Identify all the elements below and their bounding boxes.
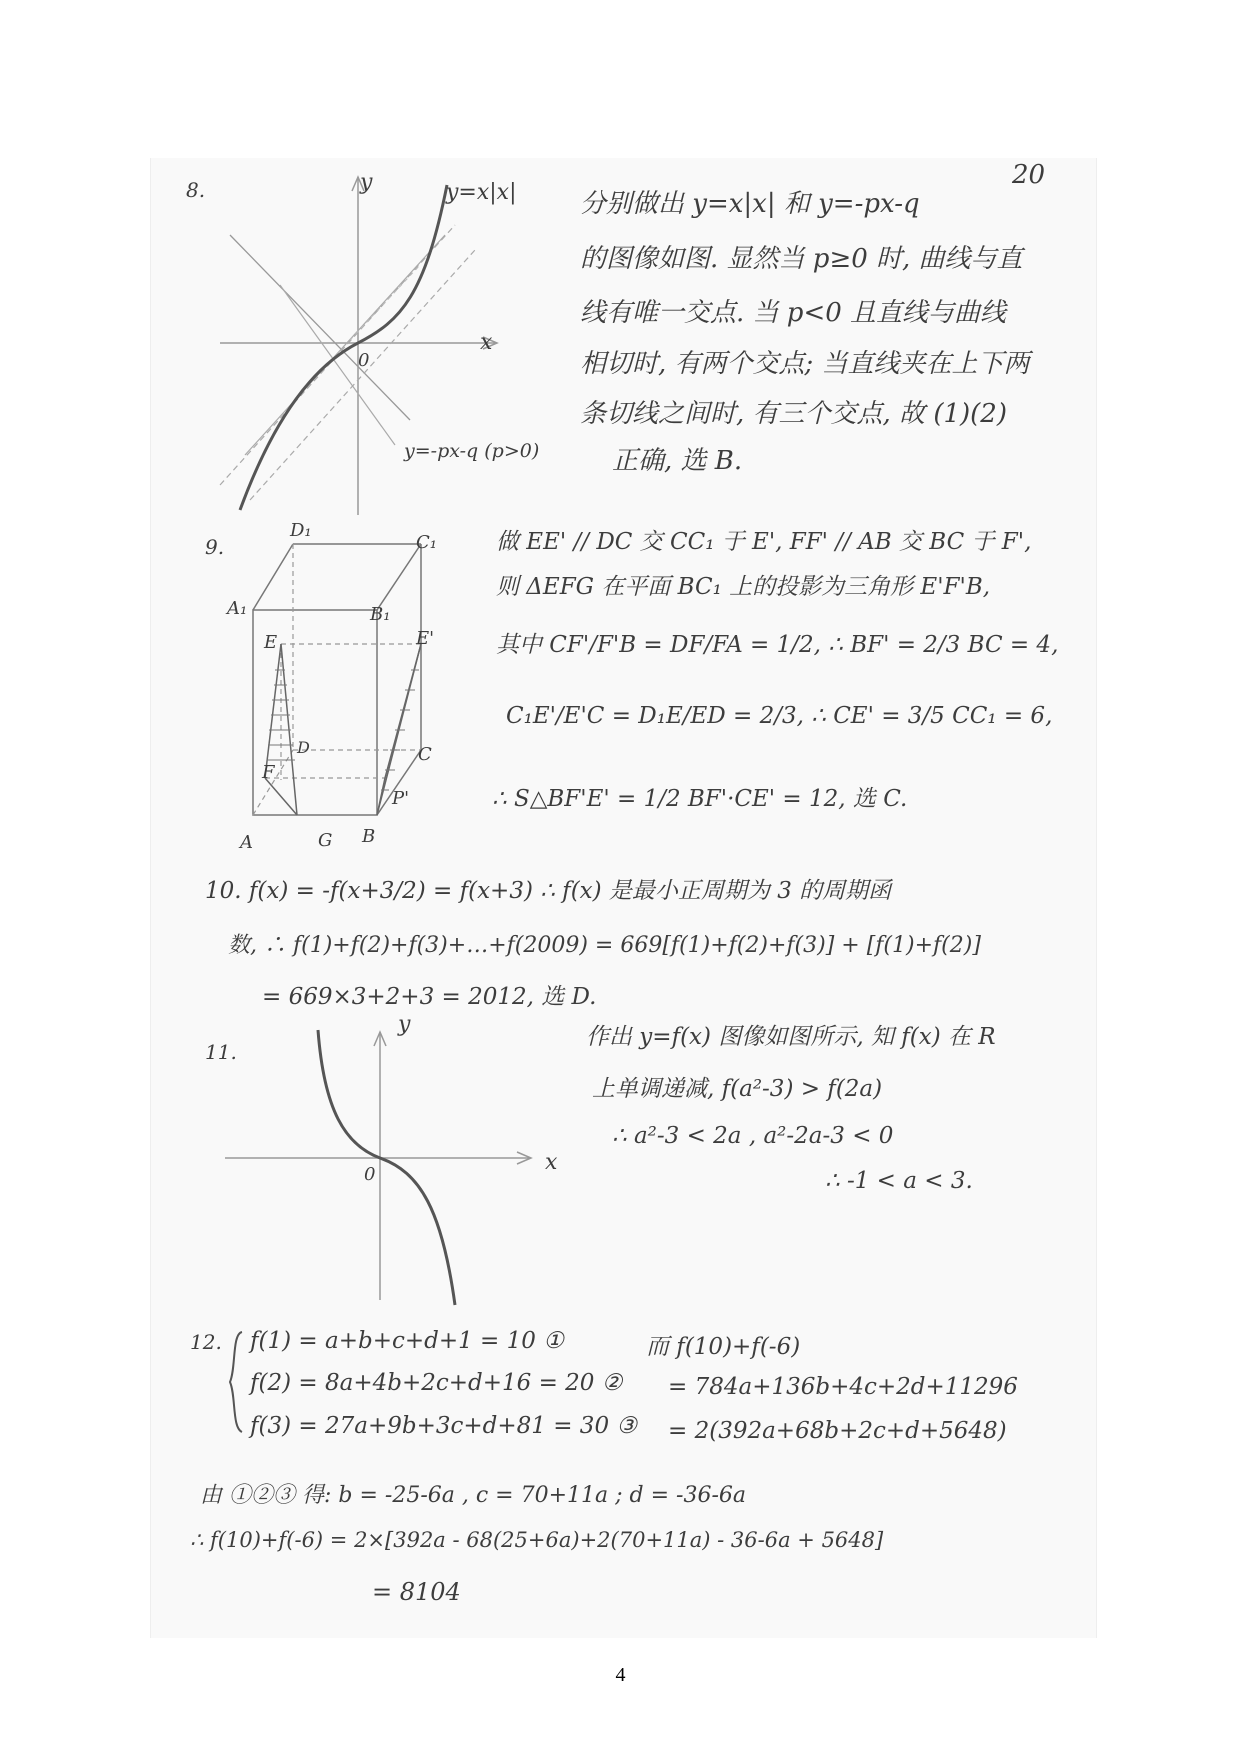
p9-label-D1: D₁: [290, 520, 312, 541]
p10-text-line-3: = 669×3+2+3 = 2012, 选 D.: [262, 984, 597, 1010]
p8-graph: [205, 165, 545, 520]
p12-brace: [226, 1328, 246, 1436]
p8-text-tail: 正确, 选 B.: [612, 446, 743, 476]
p11-text-line-2: 上单调递减, f(a²-3) > f(2a): [592, 1076, 883, 1102]
p12-text-line-2: ∴ f(10)+f(-6) = 2×[392a - 68(25+6a)+2(70+11a) - 36-6a + 5648]: [190, 1528, 884, 1552]
p8-origin-label: 0: [358, 350, 370, 371]
p9-label-F: F: [262, 762, 275, 783]
p10-text-line-1: 10. f(x) = -f(x+3/2) = f(x+3) ∴ f(x) 是最小正周期为 3 的周期函: [205, 878, 892, 904]
p8-text-line-5: 条切线之间时, 有三个交点, 故 (1)(2): [580, 399, 1007, 429]
p10-text-line-2: 数, ∴ f(1)+f(2)+f(3)+…+f(2009) = 669[f(1)+f(2)+f(3)] + [f(1)+f(2)]: [228, 933, 981, 958]
p8-number: 8.: [186, 178, 206, 202]
p9-text-line-4: C₁E'/E'C = D₁E/ED = 2/3, ∴ CE' = 3/5 CC₁ = 6,: [506, 703, 1053, 729]
p9-text-line-1: 做 EE' // DC 交 CC₁ 于 E', FF' // AB 交 BC 于 F',: [496, 529, 1032, 555]
p8-text-line-1: 分别做出 y=x|x| 和 y=-px-q: [580, 189, 920, 219]
p8-text-line-2: 的图像如图. 显然当 p≥0 时, 曲线与直: [580, 244, 1023, 274]
p9-label-A1: A₁: [227, 598, 248, 619]
p9-label-Eprime: E': [416, 628, 435, 649]
p9-label-C: C: [418, 744, 432, 765]
p8-text-line-3: 线有唯一交点. 当 p<0 且直线与曲线: [580, 298, 1007, 328]
p12-system-line-1: f(1) = a+b+c+d+1 = 10 ①: [250, 1328, 564, 1354]
p11-graph: [220, 1020, 560, 1320]
p8-line-label: y=-px-q (p>0): [404, 440, 540, 462]
p11-text-line-3: ∴ a²-3 < 2a , a²-2a-3 < 0: [612, 1123, 894, 1149]
p12-system-line-2: f(2) = 8a+4b+2c+d+16 = 20 ②: [250, 1370, 623, 1396]
p8-line-2: [245, 235, 445, 455]
p12-number: 12.: [190, 1330, 222, 1354]
p12-right-line-2: = 784a+136b+4c+2d+11296: [668, 1374, 1018, 1400]
p12-text-line-1: 由 ①②③ 得: b = -25-6a , c = 70+11a ; d = -36-6a: [200, 1483, 747, 1508]
p11-number: 11.: [205, 1040, 237, 1064]
p11-y-label: y: [398, 1012, 411, 1037]
p11-origin-label: 0: [364, 1164, 376, 1185]
p9-label-A: A: [240, 832, 253, 853]
p12-system-line-3: f(3) = 27a+9b+3c+d+81 = 30 ③: [250, 1413, 638, 1439]
p9-label-C1: C₁: [416, 532, 437, 553]
p11-x-label: x: [545, 1150, 558, 1175]
p8-y-label: y: [360, 170, 373, 195]
p11-text-line-4: ∴ -1 < a < 3.: [825, 1168, 973, 1194]
p12-right-line-1: 而 f(10)+f(-6): [646, 1334, 801, 1360]
p12-text-line-3: = 8104: [372, 1578, 461, 1606]
p8-text-line-4: 相切时, 有两个交点; 当直线夹在上下两: [580, 349, 1030, 379]
p9-label-Pprime: P': [392, 788, 410, 809]
page-number: 4: [615, 1664, 626, 1686]
p9-label-G: G: [318, 830, 333, 851]
p9-label-D: D: [297, 738, 310, 757]
p9-text-line-2: 则 ΔEFG 在平面 BC₁ 上的投影为三角形 E'F'B,: [496, 574, 991, 600]
score-mark: 20: [1012, 160, 1046, 190]
p9-text-line-5: ∴ S△BF'E' = 1/2 BF'·CE' = 12, 选 C.: [492, 786, 908, 812]
p11-curve: [318, 1030, 455, 1305]
p8-curve-label: y=x|x|: [446, 180, 517, 205]
p9-label-B: B: [362, 826, 376, 847]
p8-x-label: x: [480, 330, 493, 355]
p12-right-line-3: = 2(392a+68b+2c+d+5648): [668, 1418, 1007, 1444]
p8-line-5: [250, 250, 475, 500]
p11-text-line-1: 作出 y=f(x) 图像如图所示, 知 f(x) 在 R: [586, 1024, 996, 1050]
p9-label-B1: B₁: [370, 604, 391, 625]
p9-text-line-3: 其中 CF'/F'B = DF/FA = 1/2, ∴ BF' = 2/3 BC = 4,: [496, 632, 1059, 658]
p9-label-E: E: [264, 632, 278, 653]
p9-cuboid-figure: [225, 520, 455, 850]
p9-number: 9.: [205, 535, 225, 559]
